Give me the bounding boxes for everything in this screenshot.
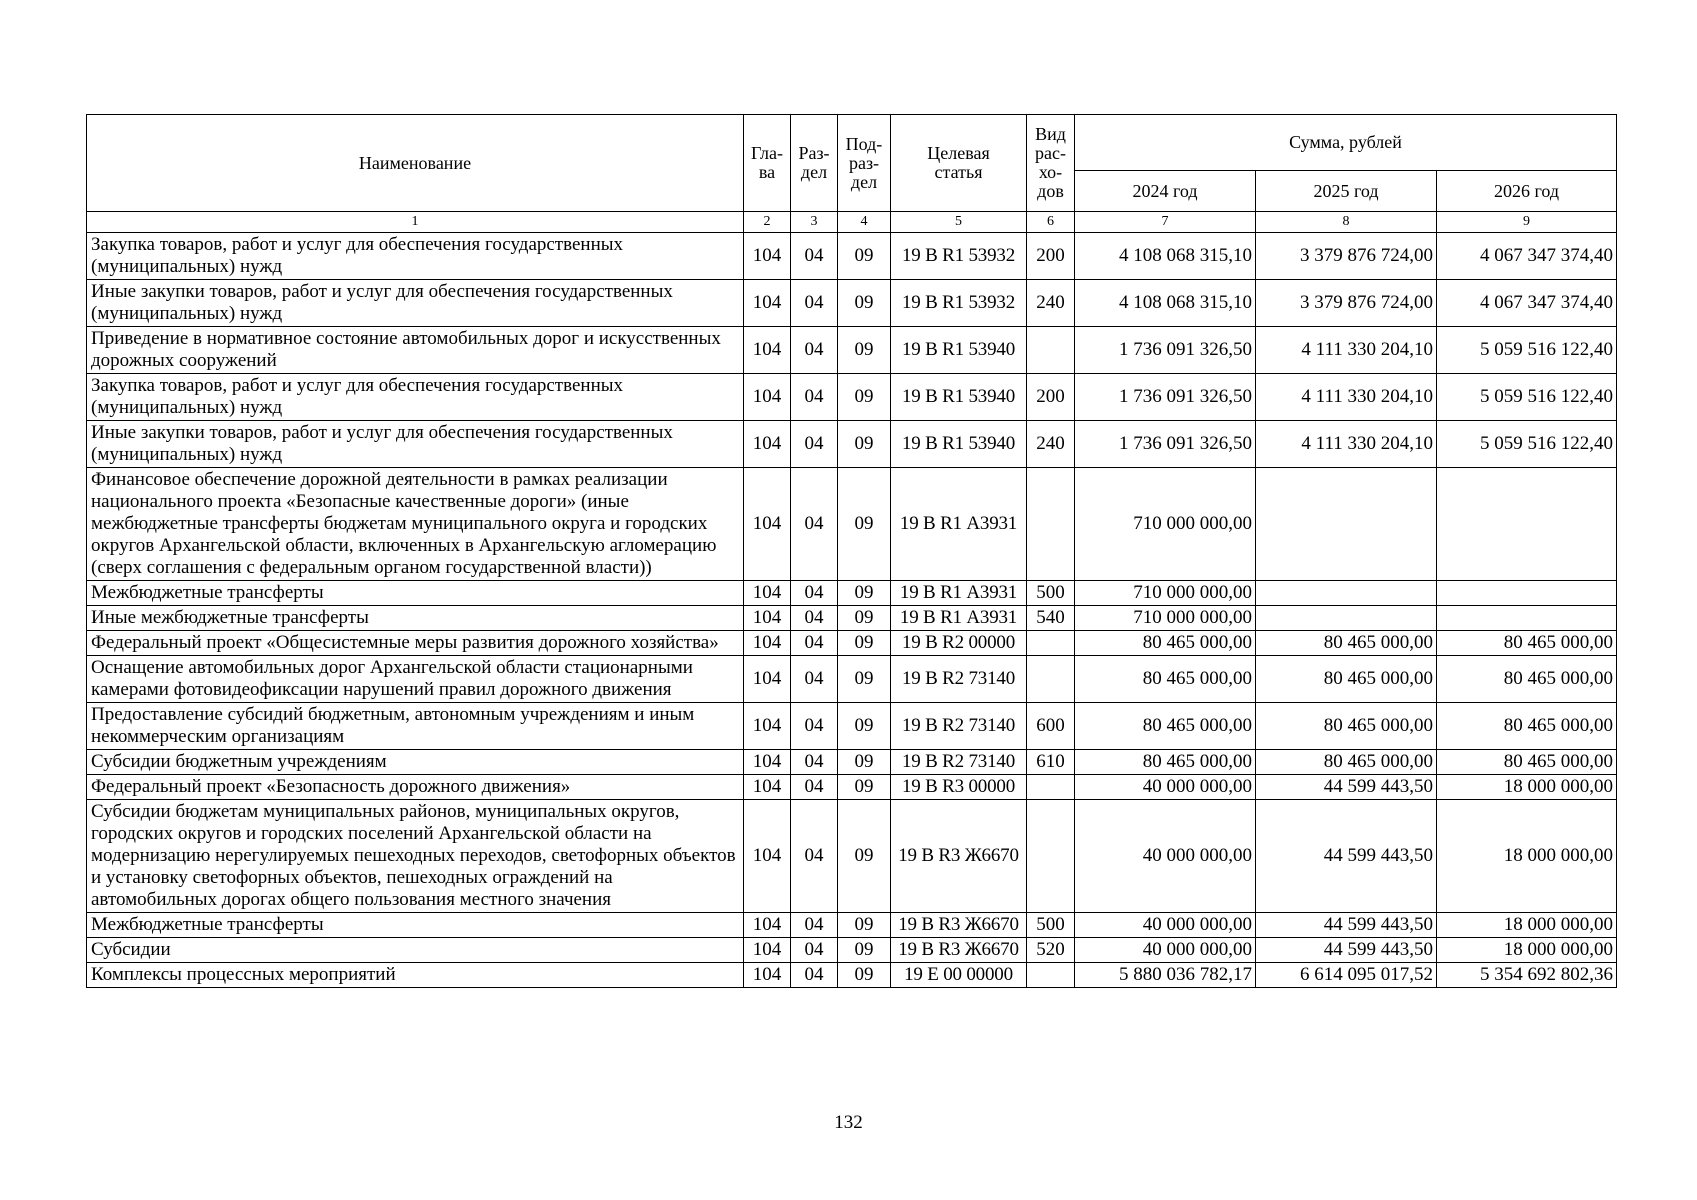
row-podrazdel: 09 (838, 327, 891, 374)
row-amount-2025: 6 614 095 017,52 (1256, 963, 1437, 988)
row-glava: 104 (744, 631, 791, 656)
row-name: Федеральный проект «Безопасность дорожного движения» (87, 775, 744, 800)
table-body (87, 233, 1617, 988)
table-row (87, 750, 1617, 775)
row-target: 19 В R2 73140 (891, 656, 1027, 703)
column-number-cell: 3 (791, 212, 838, 233)
column-number-cell: 2 (744, 212, 791, 233)
row-target: 19 В R1 53940 (891, 327, 1027, 374)
row-name: Закупка товаров, работ и услуг для обеспечения государственных (муниципальных) нужд (87, 374, 744, 421)
row-glava: 104 (744, 750, 791, 775)
column-number-cell: 5 (891, 212, 1027, 233)
row-amount-2025: 44 599 443,50 (1256, 800, 1437, 913)
row-amount-2024: 40 000 000,00 (1075, 913, 1256, 938)
row-vid: 500 (1027, 913, 1075, 938)
row-name: Иные закупки товаров, работ и услуг для обеспечения государственных (муниципальных) нужд (87, 280, 744, 327)
row-podrazdel: 09 (838, 750, 891, 775)
row-amount-2024: 1 736 091 326,50 (1075, 421, 1256, 468)
row-glava: 104 (744, 913, 791, 938)
row-glava: 104 (744, 468, 791, 581)
row-amount-2026: 18 000 000,00 (1437, 800, 1617, 913)
table-row (87, 703, 1617, 750)
row-target: 19 В R3 Ж6670 (891, 938, 1027, 963)
row-amount-2025: 44 599 443,50 (1256, 913, 1437, 938)
row-podrazdel: 09 (838, 374, 891, 421)
row-amount-2024: 40 000 000,00 (1075, 775, 1256, 800)
row-amount-2025: 80 465 000,00 (1256, 750, 1437, 775)
row-target: 19 В R2 00000 (891, 631, 1027, 656)
row-target: 19 В R1 53932 (891, 233, 1027, 280)
column-number-row (87, 212, 1617, 233)
row-razdel: 04 (791, 374, 838, 421)
row-podrazdel: 09 (838, 421, 891, 468)
header-podrazdel: Под- раз- дел (838, 115, 891, 212)
row-amount-2024: 40 000 000,00 (1075, 800, 1256, 913)
row-amount-2025: 4 111 330 204,10 (1256, 421, 1437, 468)
row-amount-2026: 4 067 347 374,40 (1437, 233, 1617, 280)
row-target: 19 Е 00 00000 (891, 963, 1027, 988)
row-amount-2026 (1437, 606, 1617, 631)
row-amount-2024: 40 000 000,00 (1075, 938, 1256, 963)
row-razdel: 04 (791, 800, 838, 913)
row-amount-2026: 5 059 516 122,40 (1437, 327, 1617, 374)
row-razdel: 04 (791, 750, 838, 775)
row-vid (1027, 327, 1075, 374)
row-target: 19 В R2 73140 (891, 750, 1027, 775)
row-glava: 104 (744, 800, 791, 913)
row-target: 19 В R2 73140 (891, 703, 1027, 750)
row-name: Межбюджетные трансферты (87, 913, 744, 938)
column-number-cell: 4 (838, 212, 891, 233)
row-razdel: 04 (791, 656, 838, 703)
row-vid: 240 (1027, 421, 1075, 468)
table-row (87, 233, 1617, 280)
row-razdel: 04 (791, 631, 838, 656)
row-name: Приведение в нормативное состояние автомобильных дорог и искусственных дорожных сооружений (87, 327, 744, 374)
row-amount-2025: 3 379 876 724,00 (1256, 233, 1437, 280)
row-target: 19 В R1 53940 (891, 374, 1027, 421)
row-amount-2024: 80 465 000,00 (1075, 656, 1256, 703)
row-amount-2025: 80 465 000,00 (1256, 703, 1437, 750)
column-number-cell: 9 (1437, 212, 1617, 233)
row-amount-2025: 44 599 443,50 (1256, 775, 1437, 800)
row-glava: 104 (744, 327, 791, 374)
row-vid (1027, 800, 1075, 913)
row-podrazdel: 09 (838, 233, 891, 280)
header-glava: Гла- ва (744, 115, 791, 212)
row-amount-2025: 44 599 443,50 (1256, 938, 1437, 963)
row-podrazdel: 09 (838, 800, 891, 913)
row-vid: 600 (1027, 703, 1075, 750)
row-name: Иные межбюджетные трансферты (87, 606, 744, 631)
row-vid (1027, 631, 1075, 656)
header-vid: Вид рас- хо- дов (1027, 115, 1075, 212)
row-name: Субсидии бюджетным учреждениям (87, 750, 744, 775)
column-number-cell: 1 (87, 212, 744, 233)
row-target: 19 В R3 Ж6670 (891, 800, 1027, 913)
row-amount-2026 (1437, 581, 1617, 606)
table-row (87, 374, 1617, 421)
row-glava: 104 (744, 703, 791, 750)
row-name: Субсидии (87, 938, 744, 963)
row-target: 19 В R1 А3931 (891, 468, 1027, 581)
row-razdel: 04 (791, 606, 838, 631)
row-amount-2026: 80 465 000,00 (1437, 703, 1617, 750)
table-row (87, 631, 1617, 656)
row-vid: 520 (1027, 938, 1075, 963)
header-razdel: Раз- дел (791, 115, 838, 212)
row-vid: 610 (1027, 750, 1075, 775)
table-row (87, 775, 1617, 800)
row-razdel: 04 (791, 468, 838, 581)
row-name: Оснащение автомобильных дорог Архангельской области стационарными камерами фотовидеофиксации нарушений правил дорожного движения (87, 656, 744, 703)
row-name: Иные закупки товаров, работ и услуг для обеспечения государственных (муниципальных) нужд (87, 421, 744, 468)
page-number: 132 (834, 1112, 863, 1133)
row-amount-2025 (1256, 468, 1437, 581)
row-target: 19 В R3 Ж6670 (891, 913, 1027, 938)
row-amount-2026: 80 465 000,00 (1437, 656, 1617, 703)
column-number-cell: 7 (1075, 212, 1256, 233)
row-amount-2026: 18 000 000,00 (1437, 775, 1617, 800)
column-number-cell: 8 (1256, 212, 1437, 233)
row-name: Предоставление субсидий бюджетным, автономным учреждениям и иным некоммерческим организациям (87, 703, 744, 750)
row-amount-2026: 18 000 000,00 (1437, 913, 1617, 938)
row-glava: 104 (744, 581, 791, 606)
row-amount-2024: 710 000 000,00 (1075, 606, 1256, 631)
row-name: Субсидии бюджетам муниципальных районов, муниципальных округов, городских округов и городских поселений Архангельской области на модернизацию нерегулируемых пешеходных переходов, светофорных объектов и установку светофорных объектов, пешеходных ограждений на автомобильных дорогах общего пользования местного значения (87, 800, 744, 913)
row-razdel: 04 (791, 963, 838, 988)
row-target: 19 В R1 А3931 (891, 581, 1027, 606)
row-amount-2024: 80 465 000,00 (1075, 631, 1256, 656)
row-amount-2026: 4 067 347 374,40 (1437, 280, 1617, 327)
row-razdel: 04 (791, 581, 838, 606)
row-podrazdel: 09 (838, 631, 891, 656)
row-podrazdel: 09 (838, 581, 891, 606)
row-razdel: 04 (791, 421, 838, 468)
row-amount-2026: 80 465 000,00 (1437, 750, 1617, 775)
row-vid (1027, 468, 1075, 581)
row-podrazdel: 09 (838, 775, 891, 800)
table-row (87, 800, 1617, 913)
row-glava: 104 (744, 656, 791, 703)
table-row (87, 421, 1617, 468)
table-row (87, 963, 1617, 988)
row-vid: 500 (1027, 581, 1075, 606)
row-razdel: 04 (791, 233, 838, 280)
row-amount-2024: 4 108 068 315,10 (1075, 280, 1256, 327)
table-row (87, 606, 1617, 631)
row-vid: 200 (1027, 233, 1075, 280)
row-amount-2026 (1437, 468, 1617, 581)
row-razdel: 04 (791, 913, 838, 938)
row-razdel: 04 (791, 775, 838, 800)
table-row (87, 468, 1617, 581)
header-row (87, 115, 1617, 171)
table-row (87, 656, 1617, 703)
table-row (87, 327, 1617, 374)
row-target: 19 В R1 53940 (891, 421, 1027, 468)
table-row (87, 581, 1617, 606)
row-vid: 540 (1027, 606, 1075, 631)
row-amount-2025 (1256, 606, 1437, 631)
header-year-2025: 2025 год (1256, 171, 1437, 212)
row-name: Финансовое обеспечение дорожной деятельности в рамках реализации национального проекта «Безопасные качественные дороги» (иные межбюджетные трансферты бюджетам муниципального округа и городских округов Архангельской области, включенных в Архангельскую агломерацию (сверх соглашения с федеральным органом государственной власти)) (87, 468, 744, 581)
row-glava: 104 (744, 963, 791, 988)
row-podrazdel: 09 (838, 606, 891, 631)
row-amount-2026: 5 059 516 122,40 (1437, 421, 1617, 468)
row-vid (1027, 963, 1075, 988)
row-vid: 200 (1027, 374, 1075, 421)
row-razdel: 04 (791, 703, 838, 750)
row-name: Межбюджетные трансферты (87, 581, 744, 606)
row-name: Комплексы процессных мероприятий (87, 963, 744, 988)
row-amount-2026: 5 059 516 122,40 (1437, 374, 1617, 421)
header-year-2026: 2026 год (1437, 171, 1617, 212)
row-amount-2026: 18 000 000,00 (1437, 938, 1617, 963)
row-amount-2025: 80 465 000,00 (1256, 631, 1437, 656)
row-glava: 104 (744, 606, 791, 631)
header-name: Наименование (87, 115, 744, 212)
row-amount-2026: 80 465 000,00 (1437, 631, 1617, 656)
header-year-2024: 2024 год (1075, 171, 1256, 212)
row-podrazdel: 09 (838, 656, 891, 703)
row-razdel: 04 (791, 327, 838, 374)
row-vid (1027, 775, 1075, 800)
row-vid: 240 (1027, 280, 1075, 327)
row-glava: 104 (744, 374, 791, 421)
row-vid (1027, 656, 1075, 703)
row-target: 19 В R1 53932 (891, 280, 1027, 327)
row-amount-2024: 80 465 000,00 (1075, 750, 1256, 775)
row-amount-2025: 80 465 000,00 (1256, 656, 1437, 703)
row-glava: 104 (744, 233, 791, 280)
table-row (87, 913, 1617, 938)
row-podrazdel: 09 (838, 703, 891, 750)
row-glava: 104 (744, 280, 791, 327)
row-glava: 104 (744, 421, 791, 468)
column-number-cell: 6 (1027, 212, 1075, 233)
row-podrazdel: 09 (838, 468, 891, 581)
row-podrazdel: 09 (838, 280, 891, 327)
row-amount-2025: 3 379 876 724,00 (1256, 280, 1437, 327)
row-amount-2025: 4 111 330 204,10 (1256, 327, 1437, 374)
row-amount-2026: 5 354 692 802,36 (1437, 963, 1617, 988)
row-razdel: 04 (791, 280, 838, 327)
row-amount-2024: 710 000 000,00 (1075, 581, 1256, 606)
row-glava: 104 (744, 938, 791, 963)
row-amount-2024: 710 000 000,00 (1075, 468, 1256, 581)
header-sum: Сумма, рублей (1075, 115, 1617, 171)
row-amount-2024: 1 736 091 326,50 (1075, 374, 1256, 421)
table-row (87, 280, 1617, 327)
row-amount-2024: 80 465 000,00 (1075, 703, 1256, 750)
table-row (87, 938, 1617, 963)
row-target: 19 В R1 А3931 (891, 606, 1027, 631)
row-amount-2025 (1256, 581, 1437, 606)
row-glava: 104 (744, 775, 791, 800)
budget-table (86, 114, 1617, 988)
row-amount-2025: 4 111 330 204,10 (1256, 374, 1437, 421)
row-name: Закупка товаров, работ и услуг для обеспечения государственных (муниципальных) нужд (87, 233, 744, 280)
row-amount-2024: 4 108 068 315,10 (1075, 233, 1256, 280)
row-amount-2024: 5 880 036 782,17 (1075, 963, 1256, 988)
row-name: Федеральный проект «Общесистемные меры развития дорожного хозяйства» (87, 631, 744, 656)
row-target: 19 В R3 00000 (891, 775, 1027, 800)
row-razdel: 04 (791, 938, 838, 963)
header-target: Целевая статья (891, 115, 1027, 212)
row-podrazdel: 09 (838, 963, 891, 988)
row-podrazdel: 09 (838, 913, 891, 938)
row-podrazdel: 09 (838, 938, 891, 963)
row-amount-2024: 1 736 091 326,50 (1075, 327, 1256, 374)
